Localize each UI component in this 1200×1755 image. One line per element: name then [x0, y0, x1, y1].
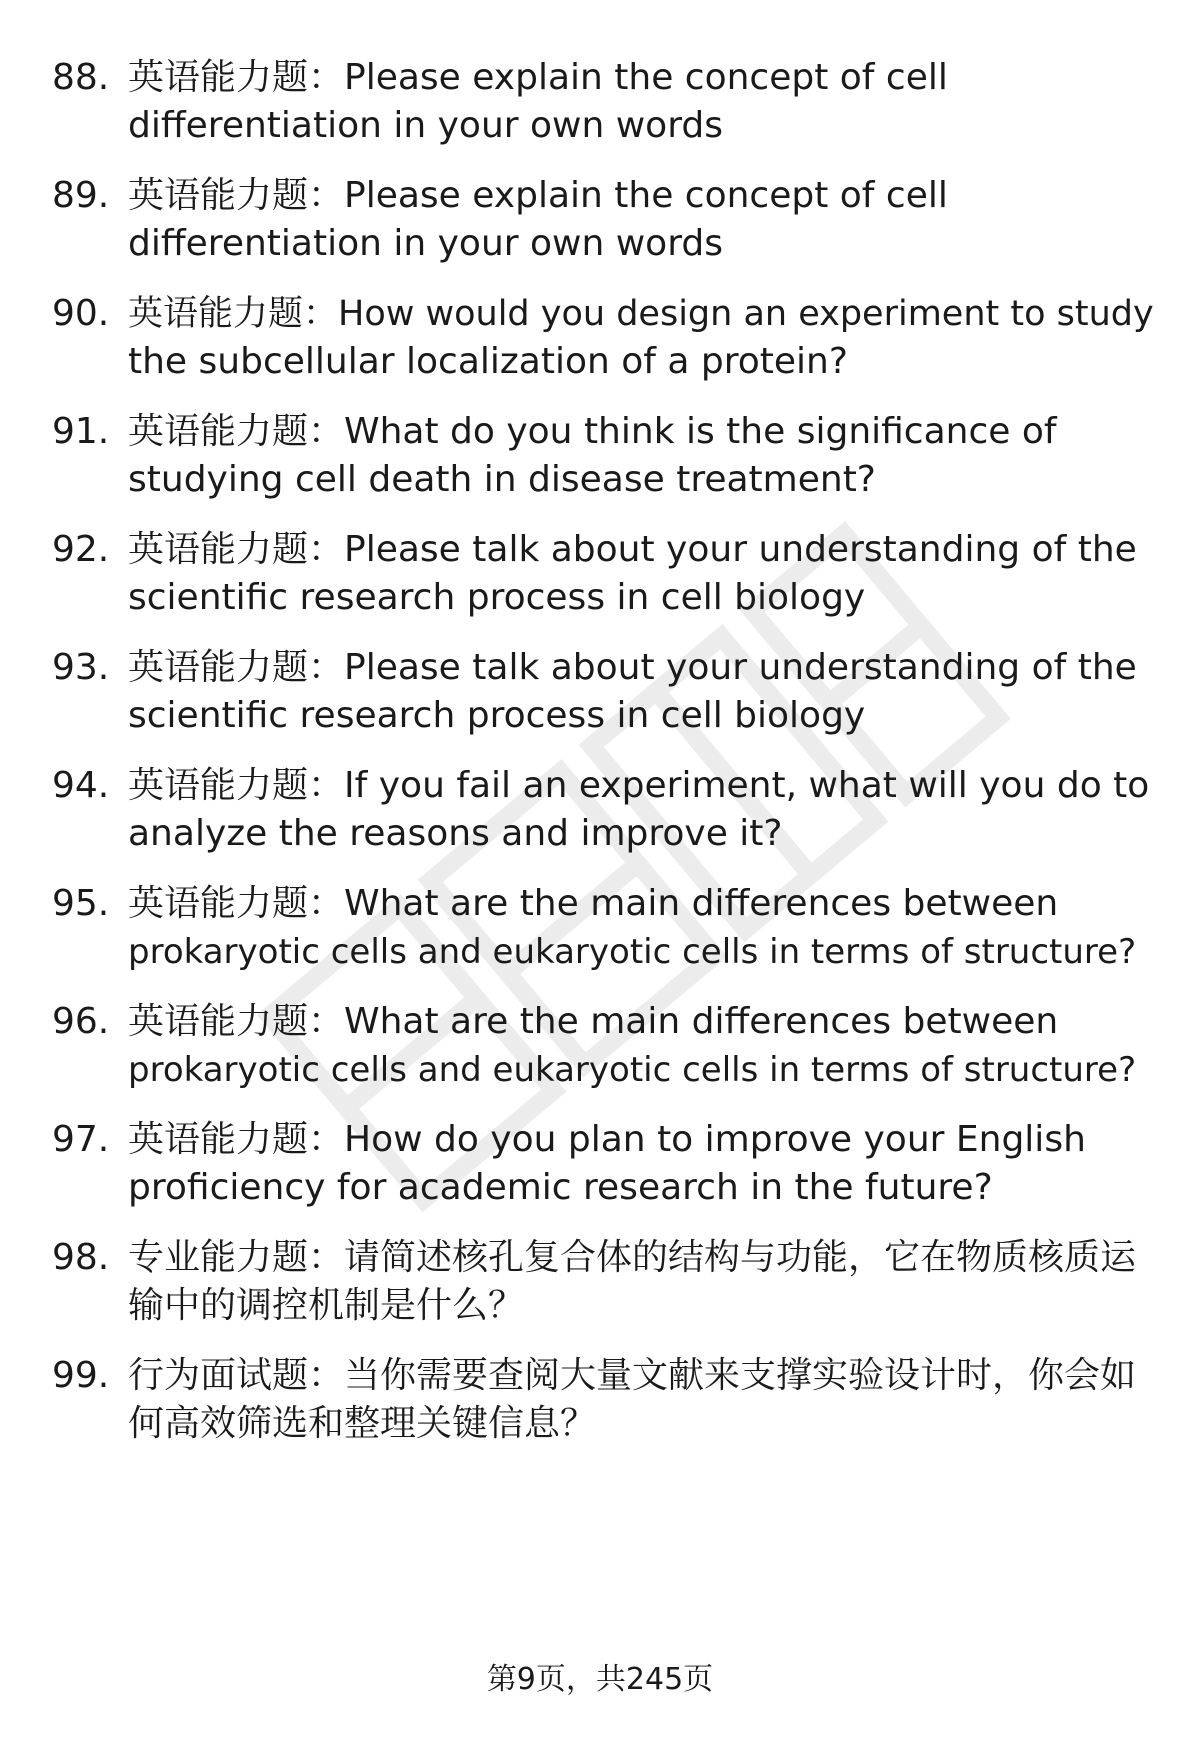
question-line: 何高效筛选和整理关键信息？ — [128, 1403, 597, 1444]
question-line: 专业能力题：请简述核孔复合体的结构与功能，它在物质核质运 — [128, 1237, 1137, 1278]
question-line: 英语能力题：What do you think is the significance of — [128, 411, 1057, 452]
question-number: 90. — [52, 293, 110, 334]
question-number: 98. — [52, 1237, 110, 1278]
question-text — [128, 408, 1162, 504]
question-line: 英语能力题：Please explain the concept of cell — [128, 57, 948, 98]
question-number: 99. — [52, 1355, 110, 1396]
list-item — [52, 54, 1162, 164]
question-number: 94. — [52, 765, 110, 806]
question-line: 输中的调控机制是什么？ — [128, 1285, 525, 1326]
question-text — [128, 54, 1162, 150]
list-item — [52, 526, 1162, 636]
list-item — [52, 1234, 1162, 1344]
question-text — [128, 172, 1162, 268]
question-line: 英语能力题：How do you plan to improve your English — [128, 1119, 1086, 1160]
question-number: 95. — [52, 883, 110, 924]
question-line: 英语能力题：Please talk about your understanding of the — [128, 647, 1137, 688]
question-text — [128, 1234, 1162, 1330]
list-item — [52, 172, 1162, 282]
list-item — [52, 408, 1162, 518]
question-line: 英语能力题：Please explain the concept of cell — [128, 175, 948, 216]
question-line: scientific research process in cell biology — [128, 577, 866, 618]
question-line: 英语能力题：What are the main differences between — [128, 883, 1059, 924]
list-item — [52, 998, 1162, 1108]
list-item — [52, 762, 1162, 872]
question-line: analyze the reasons and improve it? — [128, 813, 783, 854]
question-line: 行为面试题：当你需要查阅大量文献来支撑实验设计时，你会如 — [128, 1355, 1137, 1396]
question-number: 93. — [52, 647, 110, 688]
question-line: scientific research process in cell biology — [128, 695, 866, 736]
question-number: 96. — [52, 1001, 110, 1042]
question-text — [128, 526, 1162, 622]
question-number: 92. — [52, 529, 110, 570]
question-text — [128, 762, 1162, 858]
list-item — [52, 644, 1162, 754]
question-number: 89. — [52, 175, 110, 216]
list-item — [52, 1352, 1162, 1462]
question-line: prokaryotic cells and eukaryotic cells in terms of structure? — [128, 932, 1137, 972]
question-text — [128, 998, 1162, 1094]
question-line: proficiency for academic research in the future? — [128, 1167, 993, 1208]
question-line: differentiation in your own words — [128, 223, 723, 264]
page-number: 第9页，共245页 — [486, 1662, 714, 1697]
question-text — [128, 880, 1162, 976]
question-text — [128, 644, 1162, 740]
question-line: prokaryotic cells and eukaryotic cells in terms of structure? — [128, 1050, 1137, 1090]
question-number: 97. — [52, 1119, 110, 1160]
question-text — [128, 1352, 1162, 1448]
question-line: 英语能力题：Please talk about your understanding of the — [128, 529, 1137, 570]
question-line: studying cell death in disease treatment? — [128, 459, 876, 500]
question-line: 英语能力题：If you fail an experiment, what will you do to — [128, 765, 1150, 806]
question-line: 英语能力题：What are the main differences between — [128, 1001, 1059, 1042]
question-line: 英语能力题：How would you design an experiment to study — [128, 294, 1154, 334]
question-number: 91. — [52, 411, 110, 452]
question-text — [128, 1116, 1162, 1212]
question-text — [128, 290, 1162, 386]
question-line: the subcellular localization of a protein? — [128, 341, 848, 382]
list-item — [52, 1116, 1162, 1226]
question-line: differentiation in your own words — [128, 105, 723, 146]
list-item — [52, 290, 1162, 400]
list-item — [52, 880, 1162, 990]
question-number: 88. — [52, 57, 110, 98]
